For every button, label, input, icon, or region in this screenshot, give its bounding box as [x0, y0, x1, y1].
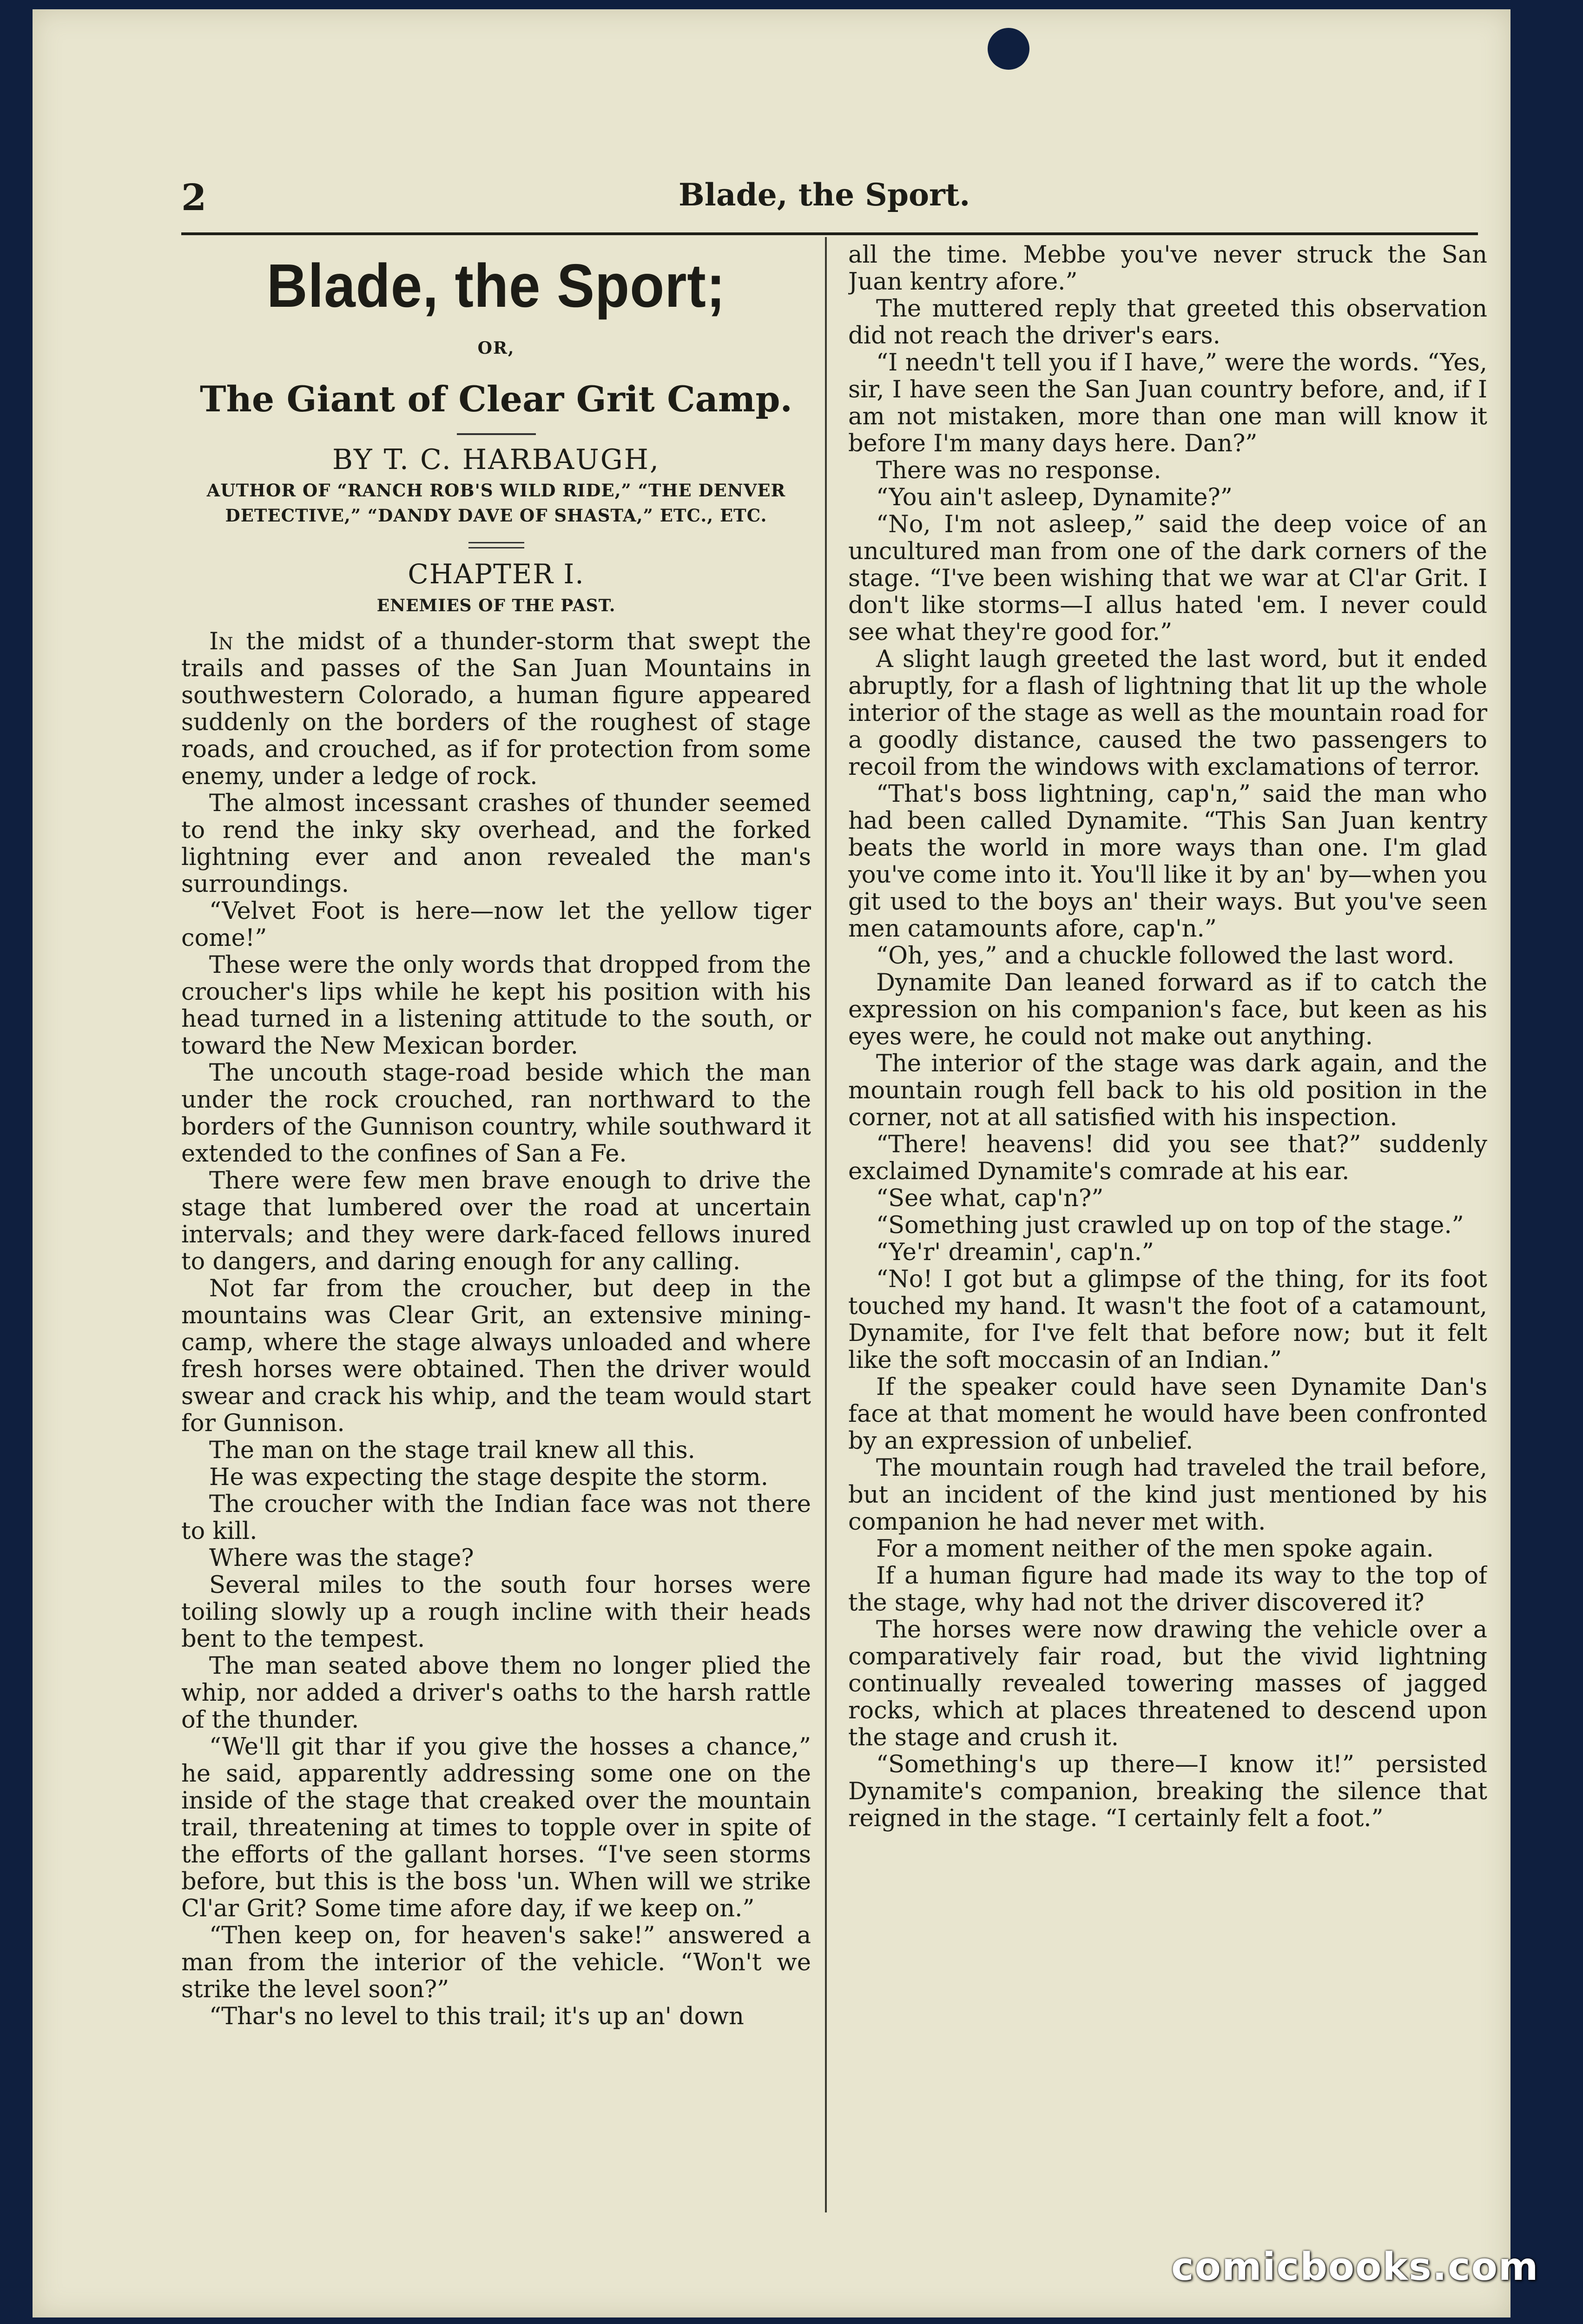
paragraph — [181, 1437, 811, 1464]
paragraph — [848, 646, 1487, 781]
section-rule — [468, 542, 524, 548]
story-title: Blade, the Sport; — [266, 251, 726, 320]
column-divider — [825, 237, 827, 2212]
paragraph-text: The man on the stage trail knew all this. — [209, 1437, 695, 1464]
paragraph-text: Dynamite Dan leaned forward as if to catch the expression on his companion's face, but keen as his eyes were, he could not make out anything. — [848, 969, 1487, 1050]
paragraph — [848, 781, 1487, 943]
paragraph — [181, 628, 811, 790]
header-rule — [181, 232, 1478, 235]
paragraph — [848, 1266, 1487, 1374]
paragraph-text: “Oh, yes,” and a chuckle followed the last word. — [876, 942, 1455, 970]
page-header — [181, 172, 1455, 223]
paragraph-text: These were the only words that dropped from the croucher's lips while he kept his position with his head turned in a listening attitude to the south, or toward the New Mexican border. — [181, 951, 811, 1060]
paragraph-text: If a human figure had made its way to the top of the stage, why had not the driver discovered it? — [848, 1562, 1487, 1617]
paragraph-text: A slight laugh greeted the last word, but it ended abruptly, for a flash of lightning that lit up the whole interior of the stage as well as the mountain road for a goodly distance, caused the two passengers to recoil from the windows with exclamations of terror. — [848, 646, 1487, 781]
paragraph-text: The man seated above them no longer plied the whip, nor added a driver's oaths to the harsh rattle of the thunder. — [181, 1652, 811, 1734]
byline: BY T. C. HARBAUGH, — [332, 443, 660, 476]
paragraph-text: “Thar's no level to this trail; it's up an' down — [209, 2003, 744, 2030]
paragraph — [181, 1464, 811, 1491]
paragraph — [181, 2003, 811, 2030]
paragraph — [848, 1536, 1487, 1563]
paragraph-text: If the speaker could have seen Dynamite Dan's face at that moment he would have been confronted by an expression of unbelief. — [848, 1373, 1487, 1455]
paragraph-text: The uncouth stage-road beside which the man under the rock crouched, ran northward to the borders of the Gunnison country, while southward it extended to the confines of San a Fe. — [181, 1059, 811, 1168]
paragraph-text: “Then keep on, for heaven's sake!” answered a man from the interior of the vehicle. “Won't we strike the level soon?” — [181, 1922, 811, 2003]
chapter-title: ENEMIES OF THE PAST. — [376, 596, 616, 615]
title-or: OR, — [477, 338, 515, 358]
paragraph — [848, 1617, 1487, 1751]
paragraph — [181, 1922, 811, 2003]
chapter-heading: CHAPTER I. — [408, 558, 585, 590]
page-hole — [988, 28, 1029, 70]
running-title: Blade, the Sport. — [679, 177, 970, 213]
left-column — [181, 242, 811, 2212]
paragraph-text: The croucher with the Indian face was not there to kill. — [181, 1491, 811, 1545]
paragraph-text: “Velvet Foot is here—now let the yellow tiger come!” — [181, 898, 811, 952]
paragraph-text: The interior of the stage was dark again, and the mountain rough fell back to his old position in the corner, not at all satisfied with his inspection. — [848, 1050, 1487, 1131]
right-column — [848, 242, 1487, 2212]
paragraph-text: “We'll git thar if you give the hosses a chance,” he said, apparently addressing some one on the inside of the stage that creaked over the mountain trail, threatening at times to topple over in spite of the efforts of the gallant horses. “I've seen storms before, but this is the boss 'un. When will we strike Cl'ar Grit? Some time afore day, if we keep on.” — [181, 1733, 811, 1922]
paragraph — [848, 943, 1487, 970]
paragraph-text: The almost incessant crashes of thunder seemed to rend the inky sky overhead, and the forked lightning ever and anon revealed the man's surroundings. — [181, 790, 811, 898]
paragraph — [181, 1653, 811, 1734]
paragraph-text: He was expecting the stage despite the storm. — [209, 1464, 768, 1491]
paragraph-text: “Something just crawled up on top of the stage.” — [876, 1212, 1464, 1239]
paragraph — [848, 296, 1487, 350]
paragraph — [848, 1239, 1487, 1266]
paragraph — [848, 1563, 1487, 1617]
paragraph — [181, 1060, 811, 1168]
paragraph — [181, 952, 811, 1060]
paragraph — [848, 1185, 1487, 1212]
paragraph — [848, 457, 1487, 484]
paragraph-text: “No, I'm not asleep,” said the deep voice of an uncultured man from one of the dark corners of the stage. “I've been wishing that we war at Cl'ar Grit. I don't like storms—I allus hated 'em. I never could see what they're good for.” — [848, 511, 1487, 646]
paragraph — [181, 1168, 811, 1275]
author-credits: AUTHOR OF “RANCH ROB'S WILD RIDE,” “THE DENVER DETECTIVE,” “DANDY DAVE OF SHASTA,” ETC., ETC. — [206, 480, 786, 526]
paragraph — [848, 1050, 1487, 1131]
story-subtitle: The Giant of Clear Grit Camp. — [200, 378, 792, 420]
paragraph — [181, 898, 811, 952]
paragraph-lead: In — [209, 628, 233, 655]
paragraph — [848, 1455, 1487, 1536]
paragraph — [848, 1751, 1487, 1832]
paragraph-text: The muttered reply that greeted this observation did not reach the driver's ears. — [848, 295, 1487, 350]
paragraph — [848, 1374, 1487, 1455]
paragraph — [848, 1131, 1487, 1185]
paragraph-text: “No! I got but a glimpse of the thing, for its foot touched my hand. It wasn't the foot of a catamount, Dynamite, for I've felt that before now; but it felt like the soft moccasin of an Indian.” — [848, 1266, 1487, 1374]
paragraph-text: Several miles to the south four horses were toiling slowly up a rough incline with their heads bent to the tempest. — [181, 1571, 811, 1653]
paragraph — [848, 350, 1487, 457]
paragraph-text: “You ain't asleep, Dynamite?” — [876, 484, 1233, 511]
paragraph — [181, 1275, 811, 1437]
paragraph-text: Where was the stage? — [209, 1545, 474, 1572]
paragraph — [848, 511, 1487, 646]
paragraph-text: the midst of a thunder-storm that swept the trails and passes of the San Juan Mountains in southwestern Colorado, a human figure appeared suddenly on the borders of the roughest of stage roads, and crouched, as if for protection from some enemy, under a ledge of rock. — [181, 628, 811, 790]
paragraph — [181, 1491, 811, 1545]
right-column-text — [848, 242, 1487, 1832]
paragraph-text: The mountain rough had traveled the trail before, but an incident of the kind just mentioned by his companion he had never met with. — [848, 1454, 1487, 1536]
paragraph-text: For a moment neither of the men spoke again. — [876, 1535, 1434, 1563]
paragraph — [848, 1212, 1487, 1239]
paragraph-text: Not far from the croucher, but deep in the mountains was Clear Grit, an extensive mining-camp, where the stage always unloaded and where fresh horses were obtained. Then the driver would swear and crack his whip, and the team would start for Gunnison. — [181, 1275, 811, 1437]
paragraph-text: “There! heavens! did you see that?” suddenly exclaimed Dynamite's comrade at his ear. — [848, 1131, 1487, 1185]
left-column-text — [181, 628, 811, 2030]
paragraph-text: “See what, cap'n?” — [876, 1185, 1104, 1212]
paragraph-text: “I needn't tell you if I have,” were the words. “Yes, sir, I have seen the San Juan country before, and, if I am not mistaken, more than one man will know it before I'm many days here. Dan?” — [848, 349, 1487, 457]
paragraph-text: “Something's up there—I know it!” persisted Dynamite's companion, breaking the silence that reigned in the stage. “I certainly felt a foot.” — [848, 1751, 1487, 1832]
paragraph-text: all the time. Mebbe you've never struck the San Juan kentry afore.” — [848, 242, 1487, 296]
paragraph-text: There was no response. — [876, 457, 1161, 484]
paragraph — [181, 790, 811, 898]
paragraph — [181, 1572, 811, 1653]
paragraph — [848, 484, 1487, 511]
paragraph-text: “That's boss lightning, cap'n,” said the man who had been called Dynamite. “This San Juan kentry beats the world in more ways than one. I'm glad you've come into it. You'll like it by an' by—when you git used to the boys an' their ways. But you've seen men catamounts afore, cap'n.” — [848, 780, 1487, 943]
page-number: 2 — [181, 177, 207, 219]
paragraph — [848, 242, 1487, 296]
paragraph — [181, 1545, 811, 1572]
paragraph — [848, 970, 1487, 1050]
title-rule — [457, 433, 536, 435]
paragraph-text: There were few men brave enough to drive the stage that lumbered over the road at uncertain intervals; and they were dark-faced fellows inured to dangers, and daring enough for any calling. — [181, 1167, 811, 1275]
paragraph-text: The horses were now drawing the vehicle over a comparatively fair road, but the vivid lightning continually revealed towering masses of jagged rocks, which at places threatened to descend upon the stage and crush it. — [848, 1616, 1487, 1751]
paragraph — [181, 1734, 811, 1922]
paragraph-text: “Ye'r' dreamin', cap'n.” — [876, 1239, 1154, 1266]
site-watermark: comicbooks.com — [1171, 2245, 1539, 2289]
